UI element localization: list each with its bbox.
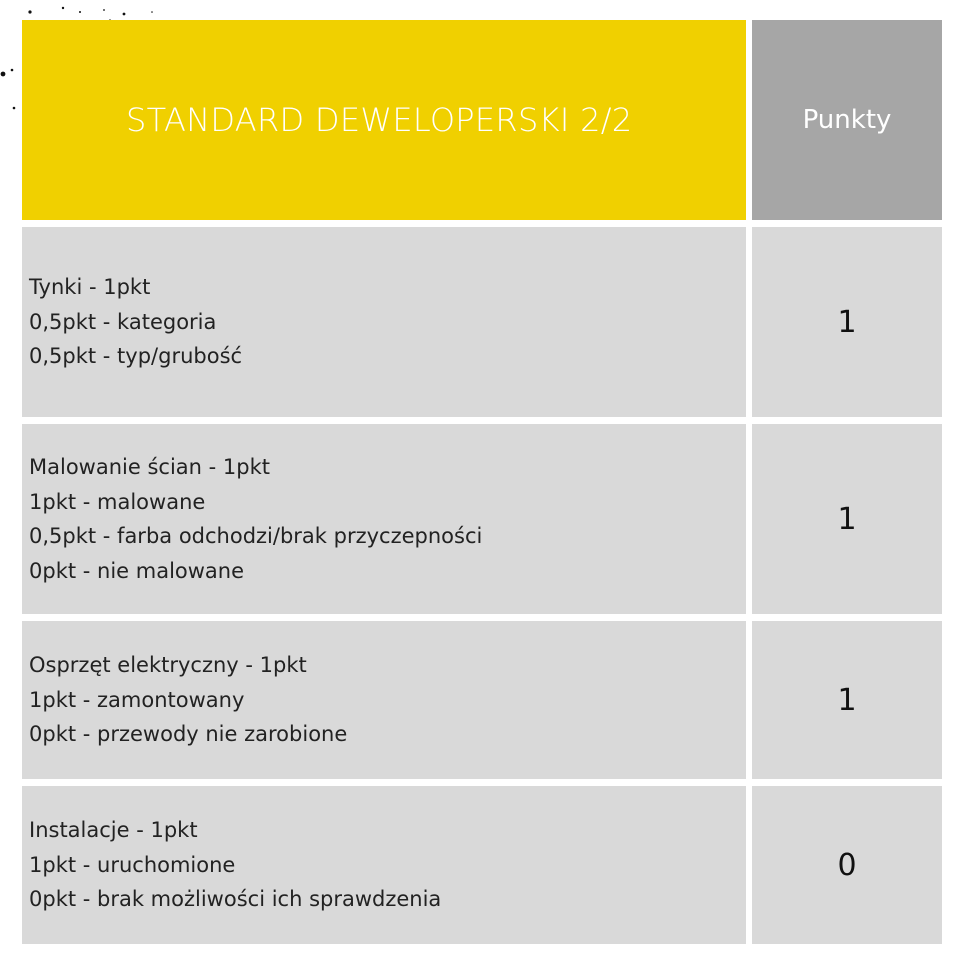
table-title-cell [22,20,746,220]
row-line: 0,5pkt - kategoria [29,309,217,334]
table-title: STANDARD DEWELOPERSKI 2/2 [126,101,633,139]
points-header-label: Punkty [802,105,892,135]
row-score-electrical [752,621,942,779]
row-line: Malowanie ścian - 1pkt [29,455,270,479]
row-score-painting [752,424,942,614]
score-value: 1 [837,304,857,340]
row-description-plaster [22,227,746,417]
row-score-installations [752,786,942,944]
score-value: 1 [837,682,857,718]
points-header-cell [752,20,942,220]
row-line: 1pkt - uruchomione [29,852,236,877]
row-line: 0,5pkt - typ/grubość [29,344,243,369]
row-description-painting [22,424,746,614]
row-line: 0pkt - brak możliwości ich sprawdzenia [29,887,442,912]
score-value: 0 [837,847,857,883]
row-line: 0pkt - nie malowane [29,558,245,583]
score-value: 1 [837,501,857,537]
row-description-electrical [22,621,746,779]
row-description-installations [22,786,746,944]
row-line: 1pkt - malowane [29,489,206,514]
row-line: Tynki - 1pkt [29,275,151,300]
row-score-plaster [752,227,942,417]
row-line: 0pkt - przewody nie zarobione [29,722,348,747]
row-line: Osprzęt elektryczny - 1pkt [29,653,307,678]
row-line: 0,5pkt - farba odchodzi/brak przyczepności [29,524,483,548]
row-line: Instalacje - 1pkt [29,818,198,843]
row-line: 1pkt - zamontowany [29,687,245,712]
